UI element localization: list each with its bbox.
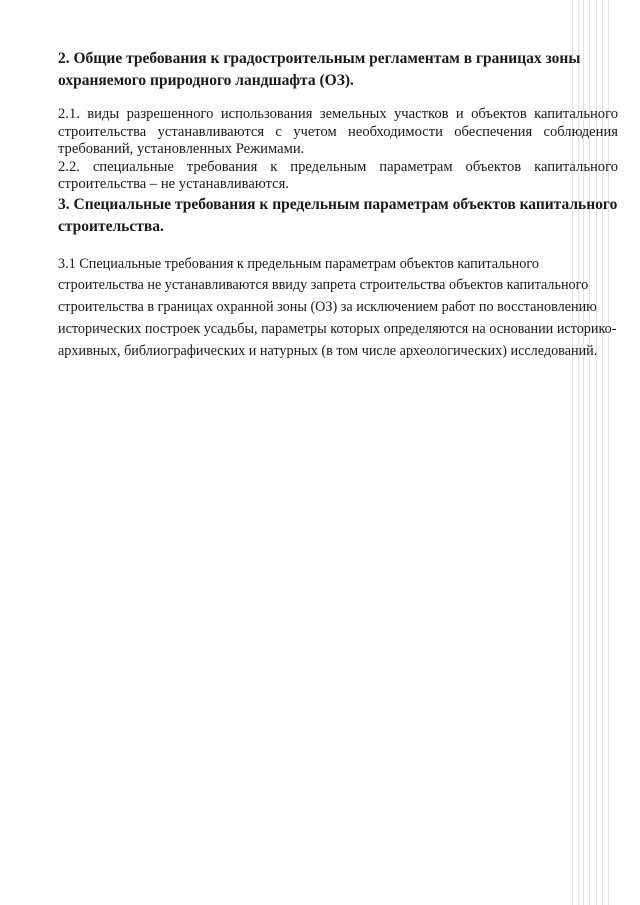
section-3-item-1: 3.1 Специальные требования к предельным параметрам объектов капитального строительства не устанавливаются ввиду запрета строительства объектов капитального строительства в границах охранной зоны (ОЗ) за исключением работ по восстановлению исторических построек усадьбы, параметры которых определяются на основании историко-архивных, библиографических и натурных (в том числе археологических) исследований. xyxy=(58,255,617,359)
section-2-heading: 2. Общие требования к градостроительным регламентам в границах зоны охраняемого природного ландшафта (ОЗ). xyxy=(58,50,581,89)
document-content xyxy=(58,48,618,362)
section-3-heading: 3. Специальные требования к предельным параметрам объектов капитального строительства. xyxy=(58,195,618,235)
section-2-item-2: 2.2. специальные требования к предельным параметрам объектов капитального строительства – не устанавливаются. xyxy=(58,158,618,192)
section-2-item-1: 2.1. виды разрешенного использования земельных участков и объектов капитального строительства устанавливаются с учетом необходимости обеспечения соблюдения требований, установленных Режимами. xyxy=(58,106,618,157)
